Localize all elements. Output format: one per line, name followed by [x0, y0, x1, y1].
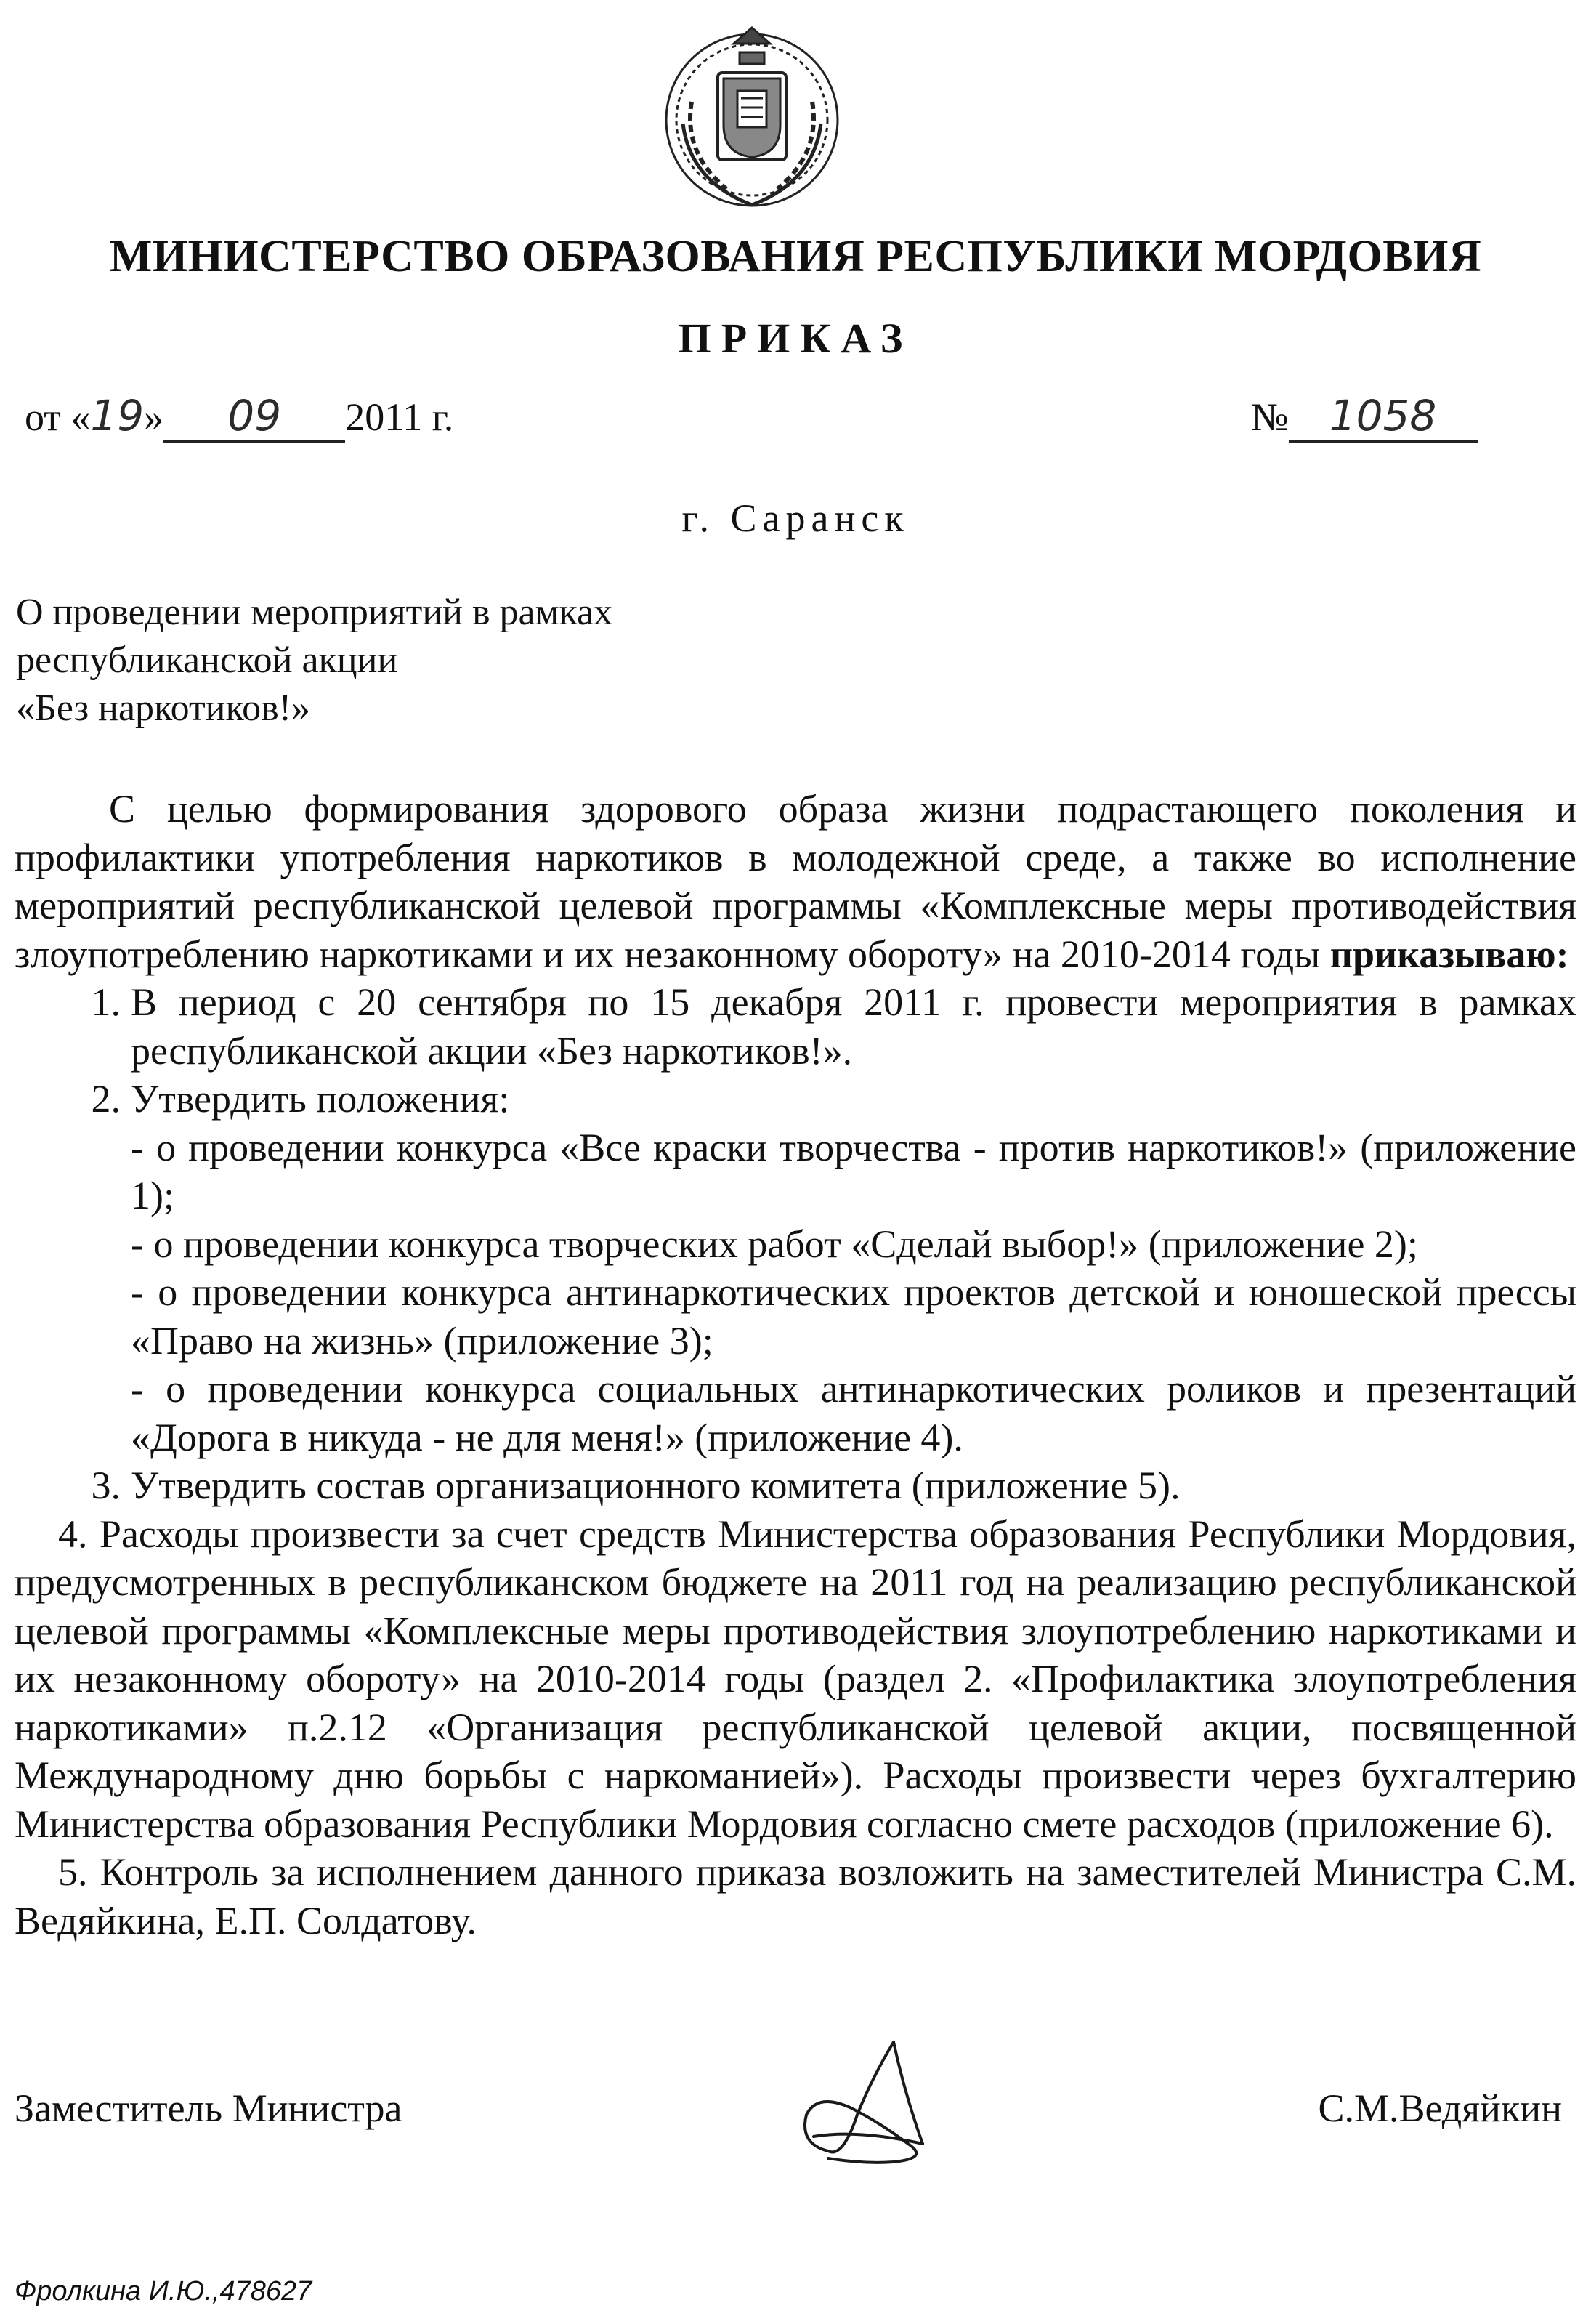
order-item-5: 5. Контроль за исполнением данного приказа возложить на заместителей Министра С.М. Ведяйкина, Е.П. Солдатову. — [15, 1850, 1576, 1942]
number-label: № — [1251, 395, 1289, 439]
signatory-name: С.М.Ведяйкин — [1318, 2086, 1562, 2130]
order-month-field — [163, 391, 345, 443]
order-item-3 — [15, 1461, 1576, 1510]
order-word: приказываю: — [1329, 932, 1569, 976]
regulation-item: - о проведении конкурса творческих работ «Сделай выбор!» (приложение 2); — [131, 1222, 1418, 1266]
subject-line: О проведении мероприятий в рамках — [16, 592, 613, 633]
item-text: Утвердить положения: — [131, 1077, 510, 1121]
order-year: 2011 г. — [345, 395, 454, 439]
date-prefix: от « — [25, 395, 91, 439]
item-text: Утвердить состав организационного комитета (приложение 5). — [131, 1464, 1181, 1507]
item-number: 1. — [91, 980, 121, 1024]
item-number: 3. — [91, 1464, 121, 1507]
item-text: В период с 20 сентября по 15 декабря 2011 г. провести мероприятия в рамках республиканской акции «Без наркотиков!». — [131, 980, 1576, 1073]
handwritten-signature — [785, 2035, 959, 2180]
item-number: 2. — [91, 1077, 121, 1121]
regulation-item: - о проведении конкурса социальных антинаркотических роликов и презентаций «Дорога в никуда - не для меня!» (приложение 4). — [131, 1367, 1576, 1459]
coat-of-arms-emblem — [654, 15, 850, 218]
regulation-item: - о проведении конкурса «Все краски творчества - против наркотиков!» (приложение 1); — [131, 1125, 1576, 1217]
order-month-handwritten: 09 — [227, 391, 282, 440]
regulation-item: - о проведении конкурса антинаркотических проектов детской и юношеской прессы «Право на жизнь» (приложение 3); — [131, 1270, 1576, 1363]
subject-line: республиканской акции — [16, 639, 398, 681]
order-body — [15, 785, 1576, 1945]
preamble-paragraph — [15, 785, 1576, 978]
order-number-handwritten: 1058 — [1329, 391, 1437, 440]
date-mid: » — [144, 395, 164, 439]
order-item-1 — [15, 978, 1576, 1075]
order-day-handwritten: 19 — [90, 391, 145, 440]
document-type-title: ПРИКАЗ — [678, 315, 913, 362]
order-number — [1251, 391, 1478, 443]
subject-line: «Без наркотиков!» — [16, 687, 311, 729]
order-number-field — [1289, 391, 1478, 443]
city-line: г. Саранск — [681, 496, 910, 540]
signatory-title: Заместитель Министра — [15, 2086, 402, 2130]
ministry-heading: МИНИСТЕРСТВО ОБРАЗОВАНИЯ РЕСПУБЛИКИ МОРДОВИЯ — [109, 232, 1482, 281]
preamble-text: С целью формирования здорового образа жизни подрастающего поколения и профилактики употребления наркотиков в молодежной среде, а также во исполнение мероприятий республиканской целевой программы «Комплексные меры противодействия злоупотреблению наркотиками и их незаконному обороту» на 2010-2014 годы — [15, 787, 1576, 976]
order-date — [25, 391, 453, 443]
order-item-4: 4. Расходы произвести за счет средств Министерства образования Республики Мордовия, предусмотренных в республиканском бюджете на 2011 год на реализацию республиканской целевой программы «Комплексные меры противодействия злоупотреблению наркотиками и их незаконному обороту» на 2010-2014 годы (раздел 2. «Профилактика злоупотребления наркотиками» п.2.12 «Организация республиканской целевой акции, посвященной Международному дню борьбы с наркоманией»). Расходы произвести через бухгалтерию Министерства образования Республики Мордовия согласно смете расходов (приложение 6). — [15, 1512, 1576, 1846]
order-item-2 — [15, 1075, 1576, 1123]
executor-contact: Фролкина И.Ю.,478627 — [15, 2276, 312, 2307]
order-subject — [16, 589, 612, 733]
